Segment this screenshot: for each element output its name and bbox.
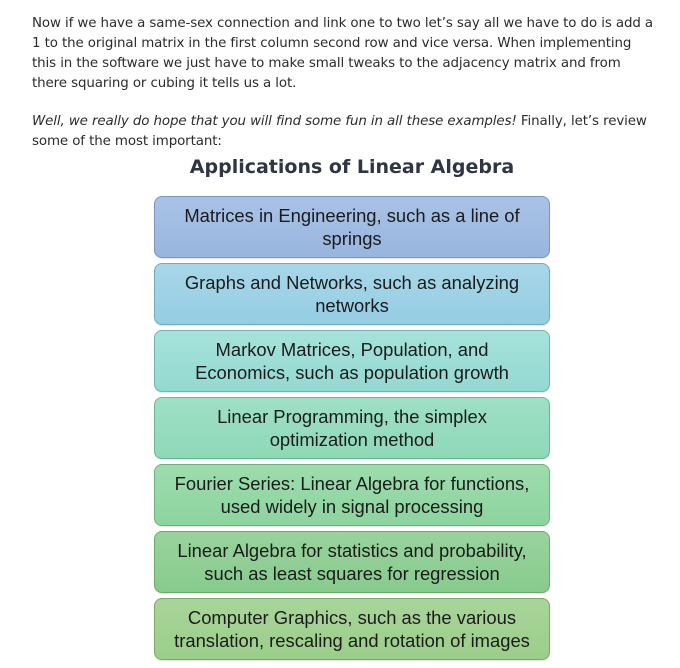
article-body xyxy=(32,14,658,152)
application-line: Economics, such as population growth xyxy=(195,362,509,383)
application-line: Linear Algebra for statistics and probability, xyxy=(177,540,527,561)
application-line: Computer Graphics, such as the various xyxy=(187,607,517,628)
linear-algebra-applications-figure xyxy=(154,152,550,665)
application-line: optimization method xyxy=(269,429,435,450)
application-box-engineering xyxy=(154,196,550,258)
applications-list xyxy=(154,196,550,660)
application-box-statistics xyxy=(154,531,550,593)
paragraph-italic-text: Well, we really do hope that you will find some fun in all these examples! xyxy=(32,114,517,129)
application-line: used widely in signal processing xyxy=(220,496,484,517)
application-line: such as least squares for regression xyxy=(204,563,500,584)
application-box-graphics xyxy=(154,598,550,660)
application-line: translation, rescaling and rotation of images xyxy=(174,630,530,651)
application-line: Matrices in Engineering, such as a line of xyxy=(184,205,520,226)
application-line: Linear Programming, the simplex xyxy=(217,406,487,427)
application-line: Fourier Series: Linear Algebra for functions, xyxy=(174,473,530,494)
paragraph-review-intro xyxy=(32,112,658,152)
application-box-networks xyxy=(154,263,550,325)
paragraph-adjacency-matrix: Now if we have a same-sex connection and link one to two let’s say all we have to do is add a 1 to the original matrix in the first column second row and vice versa. When implementing this in the software we just have to make small tweaks to the adjacency matrix and from there squaring or cubing it tells us a lot. xyxy=(32,16,654,91)
application-line: Graphs and Networks, such as analyzing xyxy=(184,272,520,293)
application-box-linear-programming xyxy=(154,397,550,459)
application-box-markov xyxy=(154,330,550,392)
application-box-fourier xyxy=(154,464,550,526)
paragraph-regular-text: Finally, let’s review some of the most important: xyxy=(32,114,647,149)
application-line: springs xyxy=(322,228,382,249)
application-line: networks xyxy=(315,295,389,316)
application-line: Markov Matrices, Population, and xyxy=(215,339,489,360)
figure-title: Applications of Linear Algebra xyxy=(189,156,515,178)
